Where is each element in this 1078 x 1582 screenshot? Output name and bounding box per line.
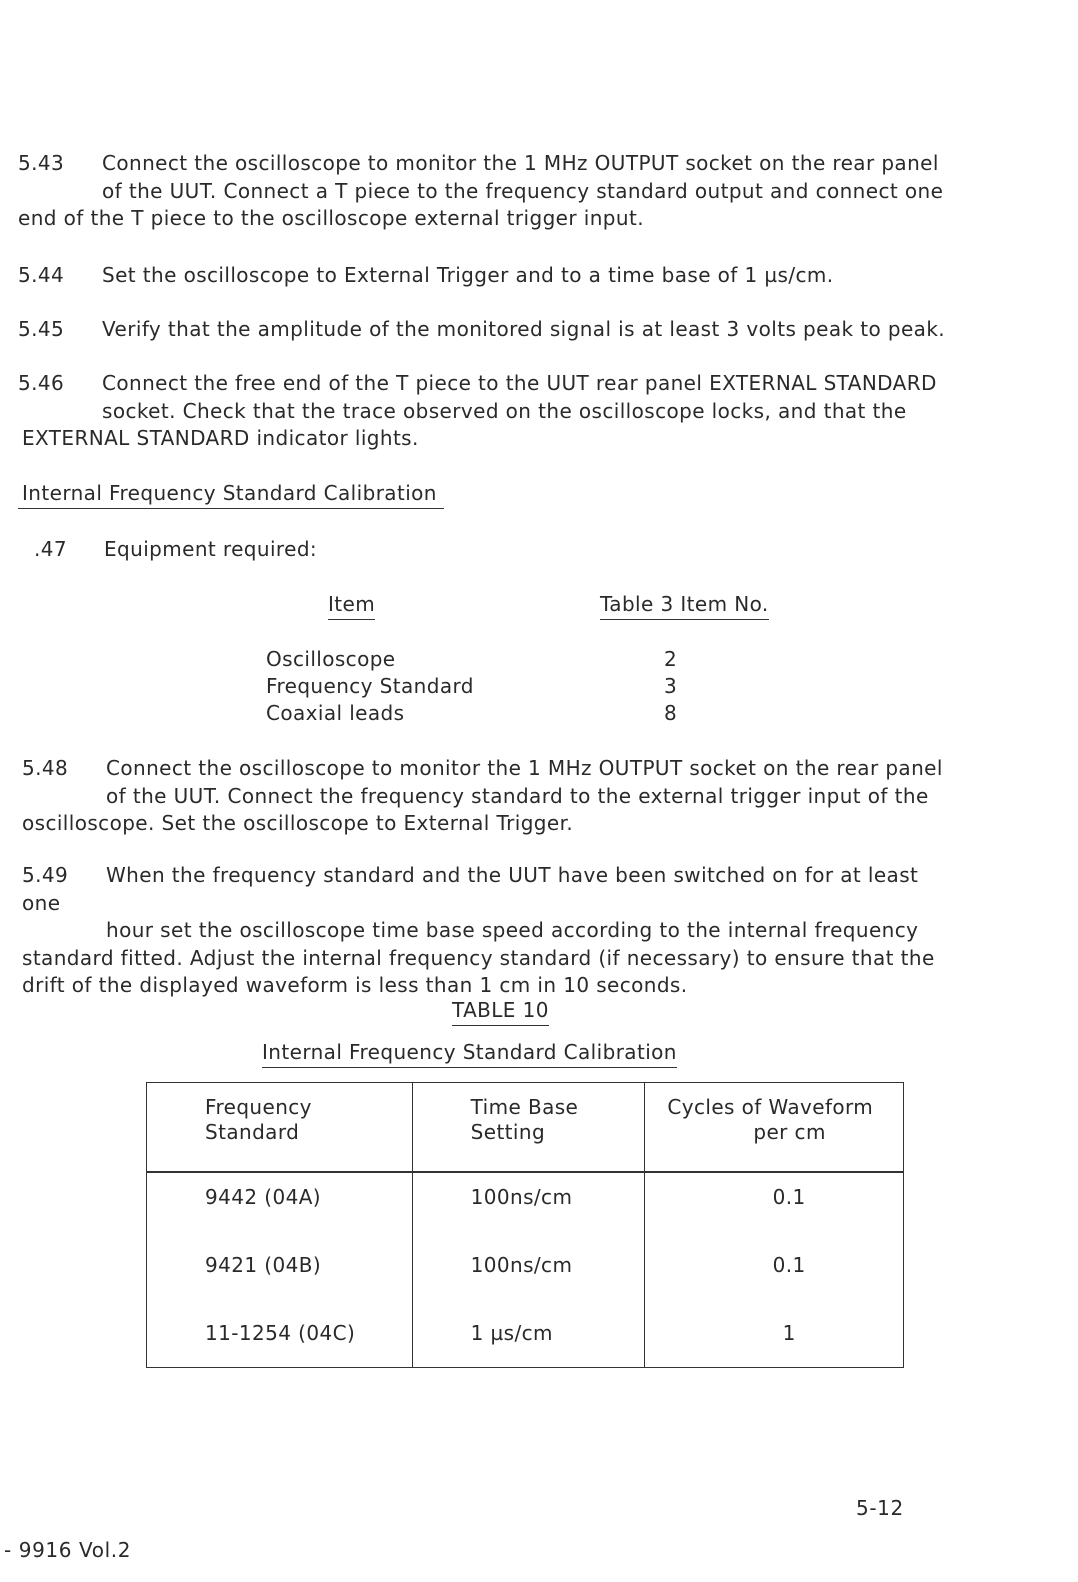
paragraph-text: drift of the displayed waveform is less than 1 cm in 10 seconds. <box>22 973 688 997</box>
equipment-header-item <box>328 592 375 616</box>
equipment-item-names <box>266 646 474 727</box>
paragraph-text: socket. Check that the trace observed on the oscilloscope locks, and that the <box>102 398 907 423</box>
equipment-header-no-text: Table 3 Item No. <box>600 592 769 620</box>
equipment-header-item-no <box>600 592 769 616</box>
paragraph-number: .47 <box>34 537 68 561</box>
calibration-table <box>146 1082 904 1368</box>
header-line: Frequency <box>205 1095 312 1119</box>
paragraph-number: 5.49 <box>22 863 69 887</box>
list-item: 3 <box>664 674 678 698</box>
header-line: per cm <box>753 1120 826 1144</box>
header-line: Cycles of Waveform <box>667 1095 874 1119</box>
paragraph-text: standard fitted. Adjust the internal frequency standard (if necessary) to ensure that the <box>22 945 935 970</box>
paragraph-text: EXTERNAL STANDARD indicator lights. <box>22 426 419 450</box>
paragraph-5-48 <box>22 755 962 838</box>
table-cell: 0.1 <box>645 1239 904 1307</box>
paragraph-5-44 <box>18 262 958 290</box>
table-header-row <box>147 1083 904 1173</box>
paragraph-number: 5.45 <box>18 317 65 341</box>
paragraph-text: When the frequency standard and the UUT have been switched on for at least one <box>22 863 919 915</box>
table-cell: 1 <box>645 1307 904 1368</box>
list-item: Frequency Standard <box>266 674 474 698</box>
list-item: Oscilloscope <box>266 647 396 671</box>
table-cell: 9442 (04A) <box>147 1172 413 1239</box>
header-line: Standard <box>205 1120 300 1144</box>
list-item: 8 <box>664 701 678 725</box>
table-subtitle <box>262 1040 677 1064</box>
list-item: Coaxial leads <box>266 701 405 725</box>
table-cell: 100ns/cm <box>412 1239 645 1307</box>
table-title <box>452 998 549 1022</box>
paragraph-text: hour set the oscilloscope time base speed according to the internal frequency <box>106 918 919 942</box>
table-cell: 100ns/cm <box>412 1172 645 1239</box>
paragraph-number: 5.46 <box>18 371 65 395</box>
paragraph-number: 5.48 <box>22 756 69 780</box>
paragraph-text: Connect the oscilloscope to monitor the 1 MHz OUTPUT socket on the rear panel <box>106 756 943 780</box>
paragraph-text: of the UUT. Connect a T piece to the frequency standard output and connect one <box>102 178 944 203</box>
table-cell: 11-1254 (04C) <box>147 1307 413 1368</box>
paragraph-5-45 <box>18 316 958 344</box>
column-header-frequency-standard <box>147 1083 413 1173</box>
table-cell: 9421 (04B) <box>147 1239 413 1307</box>
paragraph-text: end of the T piece to the oscilloscope external trigger input. <box>18 206 644 230</box>
paragraph-text: Set the oscilloscope to External Trigger and to a time base of 1 µs/cm. <box>102 263 834 287</box>
header-line: Time Base <box>470 1095 579 1119</box>
paragraph-5-49 <box>22 862 962 1000</box>
table-row <box>147 1172 904 1239</box>
page-number: 5-12 <box>856 1496 904 1520</box>
table-cell: 1 µs/cm <box>412 1307 645 1368</box>
document-reference: - 9916 Vol.2 <box>4 1538 132 1562</box>
column-header-time-base <box>412 1083 645 1173</box>
paragraph-text: Verify that the amplitude of the monitored signal is at least 3 volts peak to peak. <box>102 317 946 341</box>
paragraph-text: Connect the oscilloscope to monitor the 1 MHz OUTPUT socket on the rear panel <box>102 151 939 175</box>
equipment-header-item-text: Item <box>328 592 375 620</box>
header-line: Setting <box>470 1120 546 1144</box>
paragraph-5-47 <box>34 536 974 564</box>
section-heading <box>18 481 444 509</box>
list-item: 2 <box>664 647 678 671</box>
paragraph-5-46 <box>18 370 958 453</box>
equipment-item-numbers <box>664 646 677 727</box>
table-row <box>147 1239 904 1307</box>
table-row <box>147 1307 904 1368</box>
paragraph-text: Connect the free end of the T piece to the UUT rear panel EXTERNAL STANDARD <box>102 371 937 395</box>
table-title-text: TABLE 10 <box>452 998 549 1026</box>
paragraph-5-43 <box>18 150 958 233</box>
paragraph-number: 5.44 <box>18 263 65 287</box>
table-cell: 0.1 <box>645 1172 904 1239</box>
column-header-cycles <box>645 1083 904 1173</box>
table-subtitle-text: Internal Frequency Standard Calibration <box>262 1040 677 1068</box>
paragraph-text: of the UUT. Connect the frequency standard to the external trigger input of the <box>106 783 929 808</box>
section-heading-text: Internal Frequency Standard Calibration <box>18 481 444 509</box>
paragraph-number: 5.43 <box>18 151 65 175</box>
paragraph-text: Equipment required: <box>104 537 318 561</box>
paragraph-text: oscilloscope. Set the oscilloscope to External Trigger. <box>22 811 574 835</box>
